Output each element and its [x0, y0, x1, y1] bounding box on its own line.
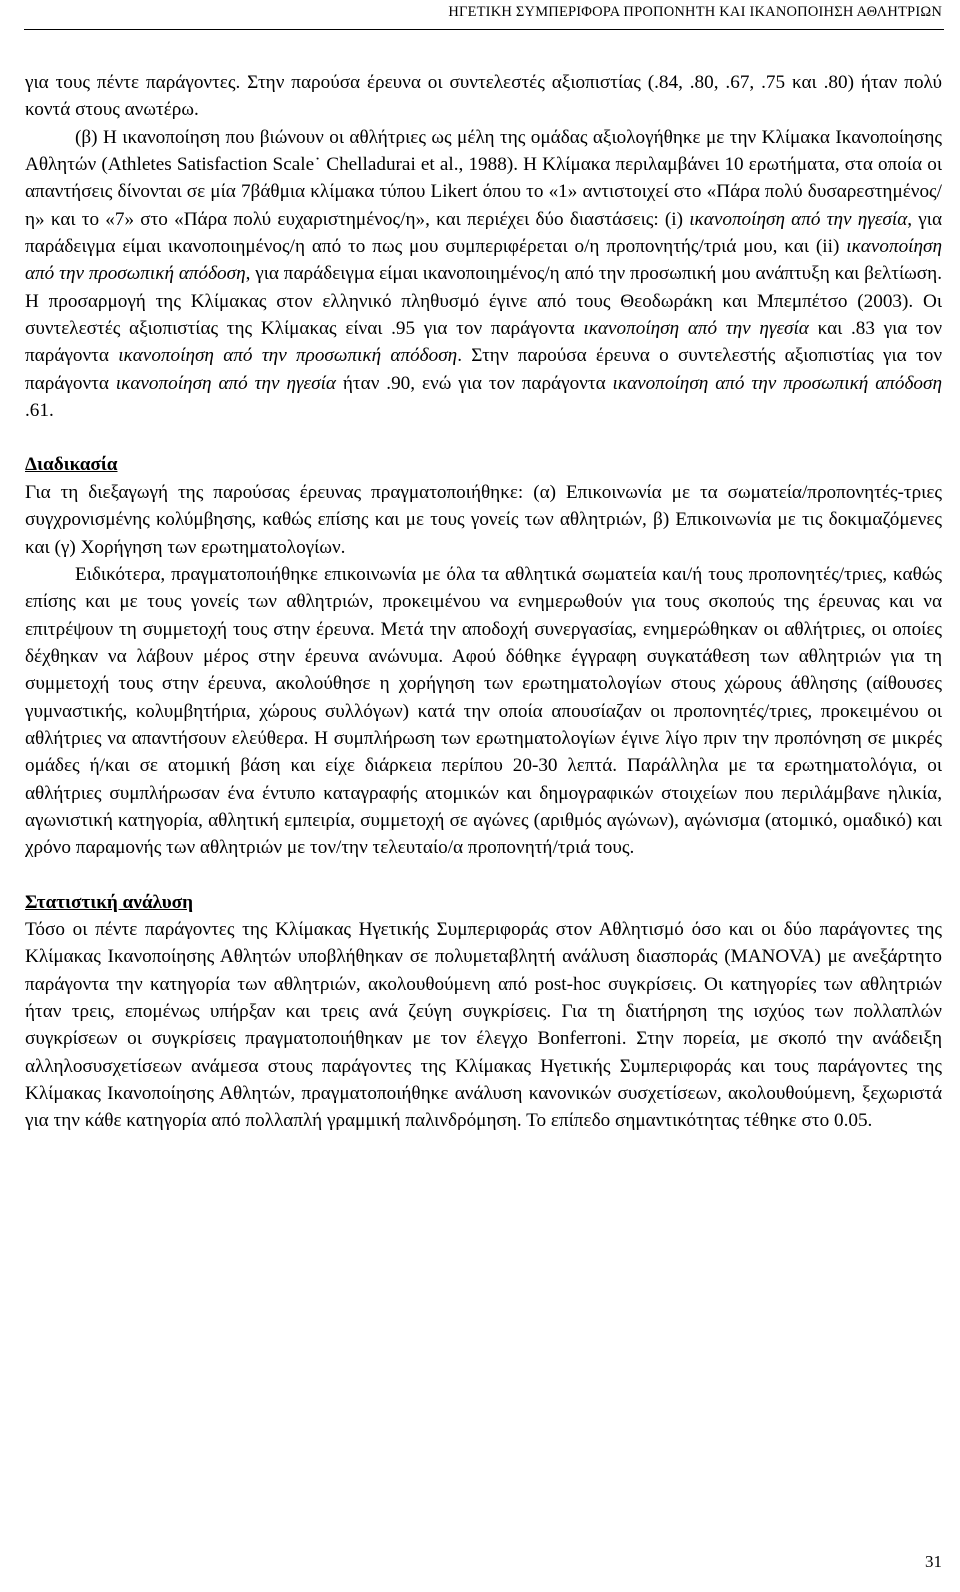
text-segment: .61.	[25, 400, 54, 422]
section-gap	[25, 862, 942, 889]
section-heading-statistics: Στατιστική ανάλυση	[25, 891, 193, 913]
section-gap	[25, 424, 942, 451]
page-number: 31	[925, 1552, 942, 1571]
section-heading-procedure: Διαδικασία	[25, 454, 118, 476]
header-rule	[24, 29, 944, 30]
text-segment: ήταν .90, ενώ για τον παράγοντα	[335, 372, 613, 394]
text-segment: , για παράδειγμα είμαι ικανοποιημένος/η από την προσωπική μου ανάπτυξη και βελτίωση. Η προσαρμογή της Κλίμακας στον ελληνικό πληθυσμό έγινε από τους Θεοδωράκη και Μπεμπέτσο (2003). Οι συντελεστές αξιοπιστίας της Κλίμακας είναι .95 για τον παράγοντα	[25, 263, 942, 340]
text-segment: . Στην παρούσα έρευνα ο συντελεστής αξιοπιστίας για τον παράγοντα	[25, 345, 942, 394]
paragraph-satisfaction-scale	[25, 124, 942, 425]
italic-term: ικανοποίηση από την προσωπική απόδοση	[118, 345, 458, 367]
running-header: ΗΓΕΤΙΚΗ ΣΥΜΠΕΡΙΦΟΡΑ ΠΡΟΠΟΝΗΤΗ ΚΑΙ ΙΚΑΝΟΠΟΙΗΣΗ ΑΘΛΗΤΡΙΩΝ	[448, 4, 942, 20]
text-segment: και .83 για τον παράγοντα	[25, 318, 942, 367]
italic-term: ικανοποίηση από την προσωπική απόδοση	[25, 236, 942, 285]
paragraph-procedure-overview: Για τη διεξαγωγή της παρούσας έρευνας πραγματοποιήθηκε: (α) Επικοινωνία με τα σωματεία/προπονητές-τριες συγχρονισμένης κολύμβησης, καθώς επίσης και με τους γονείς των αθλητριών, β) Επικοινωνία με τις δοκιμαζόμενες και (γ) Χορήγηση των ερωτηματολογίων.	[25, 481, 942, 558]
paragraph-procedure-details: Ειδικότερα, πραγματοποιήθηκε επικοινωνία με όλα τα αθλητικά σωματεία και/ή τους προπονητές/τριες, καθώς επίσης και με τους γονείς των αθλητριών, προκειμένου να ενημερωθούν για τους σκοπούς της έρευνας και να επιτρέψουν τη συμμετοχή τους στην έρευνα. Μετά την αποδοχή συνεργασίας, ενημερώθηκαν οι αθλήτριες, οι οποίες δέχθηκαν να λάβουν μέρος στην έρευνα ανώνυμα. Αφού δόθηκε έγγραφη συγκατάθεση των αθλητριών για τη συμμετοχή τους στην έρευνα, ακολούθησε η χορήγηση των ερωτηματολογίων στους χώρους άθλησης (αίθουσες γυμναστικής, κολυμβητήρια, χώρους συλλόγων) κατά την οποία απουσίαζαν οι προπονητές/τριες, προκειμένου οι αθλήτριες να απαντήσουν ελεύθερα. Η συμπλήρωση των ερωτηματολογίων έγινε λίγο πριν την προπόνηση σε μικρές ομάδες ή/και σε ατομική βάση και είχε διάρκεια περίπου 20-30 λεπτά. Παράλληλα με τα ερωτηματολόγια, οι αθλήτριες συμπλήρωσαν ένα έντυπο καταγραφής ατομικών και δημογραφικών στοιχείων που περιλάμβανε ηλικία, αγωνιστική κατηγορία, αθλητική εμπειρία, συμμετοχή σε αγώνες (αριθμός αγώνων), αγώνισμα (ατομικό, ομαδικό) και χρόνο παραμονής των αθλητριών με τον/την τελευταίο/α προπονητή/τριά τους.	[25, 563, 942, 859]
page-body	[25, 69, 942, 1135]
italic-term: ικανοποίηση από την προσωπική απόδοση	[612, 372, 943, 394]
paragraph-reliability-continued: για τους πέντε παράγοντες. Στην παρούσα έρευνα οι συντελεστές αξιοπιστίας (.84, .80, .67, .75 και .80) ήταν πολύ κοντά στους ανωτέρω.	[25, 72, 942, 121]
italic-term: ικανοποίηση από την ηγεσία	[583, 318, 809, 340]
italic-term: ικανοποίηση από την ηγεσία	[115, 372, 336, 394]
text-segment: (β) Η ικανοποίηση που βιώνουν οι αθλήτριες ως μέλη της ομάδας αξιολογήθηκε με την Κλίμακα Ικανοποίησης Αθλητών (Athletes Satisfaction Scale˙ Chelladurai et al., 1988). Η Κλίμακα περιλαμβάνει 10 ερωτήματα, στα οποία οι απαντήσεις δίνονται σε μία 7βάθμια κλίμακα τύπου Likert όπου το «1» αντιστοιχεί στο «Πάρα πολύ δυσαρεστημένος/η» και το «7» στο «Πάρα πολύ ευχαριστημένος/η», και περιέχει δύο διαστάσεις: (i)	[25, 126, 942, 230]
italic-term: ικανοποίηση από την ηγεσία	[689, 208, 908, 230]
paragraph-statistics: Τόσο οι πέντε παράγοντες της Κλίμακας Ηγετικής Συμπεριφοράς στον Αθλητισμό όσο και οι δύο παράγοντες της Κλίμακας Ικανοποίησης Αθλητών υποβλήθηκαν σε πολυμεταβλητή ανάλυση διασποράς (MANOVA) με ανεξάρτητο παράγοντα την κατηγορία των αθλητριών, ακολουθούμενη από post-hoc συγκρίσεις. Οι κατηγορίες των αθλητριών ήταν τρεις, επομένως υπήρξαν και τρεις ανά ζεύγη συγκρίσεις. Για τη διατήρηση της ισχύος των πολλαπλών συγκρίσεων οι συγκρίσεις πραγματοποιήθηκαν με τον έλεγχο Bonferroni. Στην πορεία, με σκοπό την ανάδειξη αλληλοσυσχετίσεων ανάμεσα στους παράγοντες της Κλίμακας Ηγετικής Συμπεριφοράς και τους παράγοντες της Κλίμακας Ικανοποίησης Αθλητών, πραγματοποιήθηκε ανάλυση κανονικών συσχετίσεων, ακολουθούμενη, ξεχωριστά για την κάθε κατηγορία από πολλαπλή γραμμική παλινδρόμηση. Το επίπεδο σημαντικότητας τέθηκε στο 0.05.	[25, 918, 942, 1132]
text-segment: , για παράδειγμα είμαι ικανοποιημένος/η από το πως μου συμπεριφέρεται ο/η προπονητής/τριά μου, και (ii)	[25, 208, 942, 258]
